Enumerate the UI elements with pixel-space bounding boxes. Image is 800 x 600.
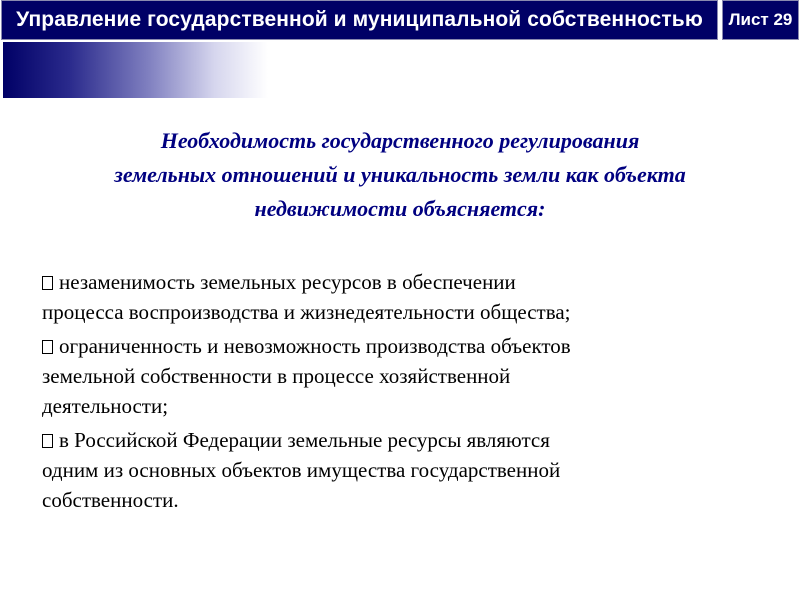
square-bullet-icon xyxy=(42,276,53,290)
bullet-list xyxy=(42,267,762,519)
bullet-item xyxy=(42,331,762,421)
square-bullet-icon xyxy=(42,434,53,448)
bullet-line-wrap xyxy=(42,425,762,455)
heading-line: земельных отношений и уникальность земли как объекта xyxy=(114,162,686,187)
sheet-number-label: Лист 29 xyxy=(728,10,793,29)
bullet-line-wrap xyxy=(42,267,762,297)
heading-line: Необходимость государственного регулирования xyxy=(160,128,640,153)
bullet-line-wrap xyxy=(42,331,762,361)
bullet-line: в Российской Федерации земельные ресурсы являются xyxy=(59,428,550,452)
slide-heading xyxy=(30,124,770,226)
header-bar xyxy=(1,0,718,40)
square-bullet-icon xyxy=(42,340,53,354)
sheet-number-box xyxy=(722,0,799,40)
bullet-line: незаменимость земельных ресурсов в обеспечении xyxy=(59,270,516,294)
bullet-line: деятельности; xyxy=(42,394,169,418)
bullet-line: земельной собственности в процессе хозяйственной xyxy=(42,364,511,388)
slide-header-title: Управление государственной и муниципальной собственностью xyxy=(16,8,703,31)
bullet-line: ограниченность и невозможность производства объектов xyxy=(59,334,571,358)
bullet-item xyxy=(42,425,762,515)
bullet-line: собственности. xyxy=(42,488,179,512)
bullet-line: процесса воспроизводства и жизнедеятельности общества; xyxy=(42,300,571,324)
bullet-line: одним из основных объектов имущества государственной xyxy=(42,458,561,482)
heading-line: недвижимости объясняется: xyxy=(254,196,546,221)
decorative-gradient-strip xyxy=(3,42,268,98)
bullet-item xyxy=(42,267,762,327)
